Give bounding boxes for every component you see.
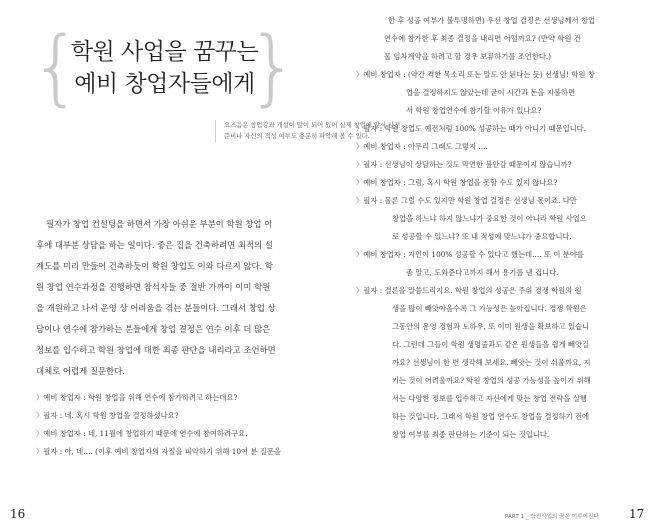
body-line: 담이나 연수에 참가하는 분들에게 창업 결정은 연수 이후 더 많은 <box>36 324 271 334</box>
dialogue-line: 창업을 하느냐 하지 않느냐가 중요한 것이 아니라 학원 사업으 <box>392 214 587 223</box>
body-line: 후에 대부분 상담을 하는 일이다. 좋은 집을 건축하려면 최적의 설 <box>36 240 273 250</box>
body-line: 필자가 창업 컨설팅을 하면서 가장 아쉬운 부분이 학원 창업 이 <box>46 219 273 229</box>
dialogue-block <box>36 389 321 461</box>
body-line: 대체로 어렵게 질문한다. <box>36 366 125 376</box>
dialogue-line: 〉예비 창업자 : 네, 11월에 창업하기 때문에 연수에 참여하려구요. <box>36 429 248 438</box>
body-line: 정보를 입수하고 학원 창업에 대한 최종 판단을 내리라고 조언하면 <box>36 345 276 355</box>
body-paragraph <box>36 214 306 382</box>
dialogue-line: 〉필자 : 선생님이 상담하는 것도 막연한 불안감 때문이지 않습니까? <box>356 160 572 169</box>
dialogue-line: 〉필자 : 아, 네…. (이후 예비 창업자의 자질을 파악하기 위해 10여 분 질문을 <box>36 447 281 456</box>
summary-line: 준비나 자신의 적성 여부도 충분히 파악해 볼 수 있다. <box>224 133 370 140</box>
dialogue-line: 〉필자 : 네. 혹시 학원 창업을 결정하셨나요? <box>36 411 179 420</box>
dialogue-line: 하는 것입니다. 그래서 학원 창업 연수도 창업을 결정하기 전에 <box>392 412 590 421</box>
chapter-title-block <box>30 20 299 115</box>
page-number: 17 <box>629 507 645 521</box>
dialogue-line: 생을 많이 빼앗아올수록 그 가능성은 높아집니다. 경쟁 학원은 <box>392 304 587 313</box>
right-brace-decoration: } <box>246 20 299 115</box>
dialogue-line: 〉예비 창업자 : 지인이 100% 성공할 수 있다고 했는데…. 또 이 분야를 <box>356 250 584 259</box>
dialogue-line: 한 후 성공 여부가 불투명하면) 우선 창업 결정은 선생님께서 창업 <box>388 16 595 25</box>
body-line: 원 창업 연수과정을 진행하면 참석자들 중 절반 가까이 이미 학원 <box>36 282 271 292</box>
dialogue-line: 〉필자 : 물론 그럴 수도 있지만 학원 창업 결정은 선생님 몫이죠. 다만 <box>356 196 577 205</box>
dialogue-line: 로 성공할 수 있느냐? 또 내 적성에 맞느냐가 중요합니다. <box>392 232 572 241</box>
dialogue-block <box>356 12 634 444</box>
dialogue-line: 업을 결정하지도 않았는데 굳이 시간과 돈을 지불하면 <box>406 88 575 97</box>
dialogue-line: 〉필자 : 학원 창업도 예전처럼 100% 성공하는 때가 아니기 때문입니다. <box>356 124 587 133</box>
left-brace-decoration: { <box>30 20 83 115</box>
chapter-title-line: 학원 사업을 꿈꾸는 <box>70 39 259 65</box>
dialogue-line: 연수에 참가한 후 최종 결정을 내리면 어떨까요? (만약 학원 건 <box>384 34 581 43</box>
chapter-title <box>36 36 293 100</box>
dialogue-line: 〉필자 : 결론을 말씀드리지요. 학원 창업의 성공은 주위 경쟁 학원의 원 <box>356 286 582 295</box>
body-line: 을 개원하고 나서 운영 상 어려움을 겪는 분들이다. 그래서 창업 상 <box>36 303 276 313</box>
dialogue-line: 그동안의 운영 경험과 노하우, 또 이미 원생을 확보하고 있습니 <box>392 322 590 331</box>
dialogue-line: 물 임차계약을 하려고 할 경우 보류하기를 조언한다.) <box>384 52 552 61</box>
dialogue-line: 키는 것이 어려울까요? 학원 창업의 성공 가능성을 높이기 위해 <box>392 376 591 385</box>
dialogue-line: 까요? 선생님이 한 번 생각해 보세요. 빼앗는 것이 쉬울까요, 지 <box>392 358 591 367</box>
chapter-summary <box>215 120 401 142</box>
chapter-title-line: 예비 창업자들에게 <box>74 71 255 97</box>
dialogue-line: 서 학원 창업연수에 참가할 이유가 있나요? <box>406 106 542 115</box>
page-number: 16 <box>10 507 26 521</box>
body-line: 계도를 미리 만들어 건축하듯이 학원 창업도 이와 다르지 않다. 학 <box>36 261 273 271</box>
dialogue-line: 다. 그런데 그들이 학원 생명줄과도 같은 원생들을 쉽게 빼앗길 <box>392 340 590 349</box>
summary-line: 요즈음은 창업강좌 개설이 많이 되어 있어 실제 창업에 앞서 사전 <box>224 122 401 129</box>
running-head: PART 1 _ 학원사업의 꿈은 이루어진다 <box>505 514 599 520</box>
dialogue-line: 〉예비 창업자 : (약간 격한 목소리 또는 말도 안 된다는 듯) 선생님! 학원 창 <box>356 70 595 79</box>
dialogue-line: 〉예비 창업자 : 아무리 그래도 그렇지 …. <box>356 142 488 151</box>
dialogue-line: 서는 다양한 정보를 입수하고 자신에게 맞는 창업 전략을 실행 <box>392 394 587 403</box>
dialogue-line: 창업 여부를 최종 판단하는 기준이 되는 것입니다. <box>392 430 550 439</box>
dialogue-line: 좀 알고, 도와준다고까지 해서 용기를 낸 겁니다. <box>406 268 559 277</box>
dialogue-line: 〉예비 창업자 : 학원 창업을 위해 연수에 참가하려고 하는데요? <box>36 393 238 402</box>
dialogue-line: 〉예비 창업자 : 그럼, 혹시 학원 창업을 못할 수도 있지 않나요? <box>356 178 558 187</box>
